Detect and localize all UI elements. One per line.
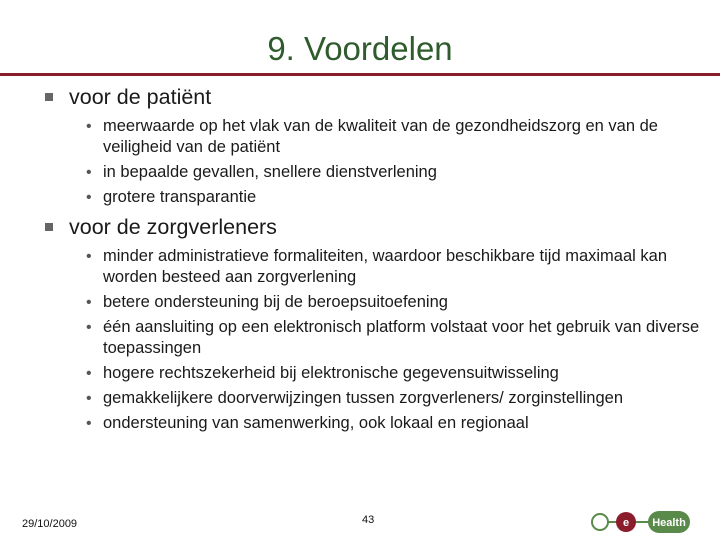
section-heading-providers — [40, 214, 700, 240]
bullet-icon: • — [86, 189, 92, 206]
ehealth-logo — [590, 508, 690, 536]
page-number: 43 — [362, 514, 375, 526]
section-heading-patient — [40, 84, 700, 110]
list-item: • gemakkelijkere doorverwijzingen tussen zorgverleners/ zorginstellingen — [86, 389, 624, 407]
list-item: • één aansluiting op een elektronisch platform volstaat voor het gebruik van diverse toepassingen — [86, 318, 700, 357]
bullet-icon: • — [86, 319, 92, 336]
slide-title: 9. Voordelen — [267, 30, 453, 67]
list-item: • betere ondersteuning bij de beroepsuitoefening — [86, 293, 448, 311]
list-item: • meerwaarde op het vlak van de kwaliteit van de gezondheidszorg en van de veiligheid van de patiënt — [86, 117, 658, 156]
list-item: • grotere transparantie — [86, 188, 257, 206]
list-item: • hogere rechtszekerheid bij elektronische gegevensuitwisseling — [86, 364, 559, 382]
provider-benefits-list — [40, 246, 700, 434]
footer-date: 29/10/2009 — [22, 518, 78, 530]
title-divider — [0, 73, 720, 76]
section-heading-text: voor de zorgverleners — [69, 215, 277, 239]
patient-benefits-list — [40, 116, 700, 208]
bullet-icon: • — [86, 294, 92, 311]
square-bullet-icon — [45, 93, 53, 101]
section-heading-text: voor de patiënt — [69, 85, 212, 109]
logo-health-text: Health — [652, 517, 686, 529]
bullet-icon: • — [86, 365, 92, 382]
bullet-icon: • — [86, 390, 92, 407]
list-item: • ondersteuning van samenwerking, ook lokaal en regionaal — [86, 414, 529, 432]
logo-e-text: e — [622, 517, 630, 529]
bullet-icon: • — [86, 415, 92, 432]
slide-body — [40, 84, 700, 438]
bullet-icon: • — [86, 164, 92, 181]
bullet-icon: • — [86, 118, 92, 135]
list-item: • minder administratieve formaliteiten, waardoor beschikbare tijd maximaal kan worden besteed aan zorgverlening — [86, 247, 667, 286]
square-bullet-icon — [45, 223, 53, 231]
list-item: • in bepaalde gevallen, snellere dienstverlening — [86, 163, 437, 181]
bullet-icon: • — [86, 248, 92, 265]
